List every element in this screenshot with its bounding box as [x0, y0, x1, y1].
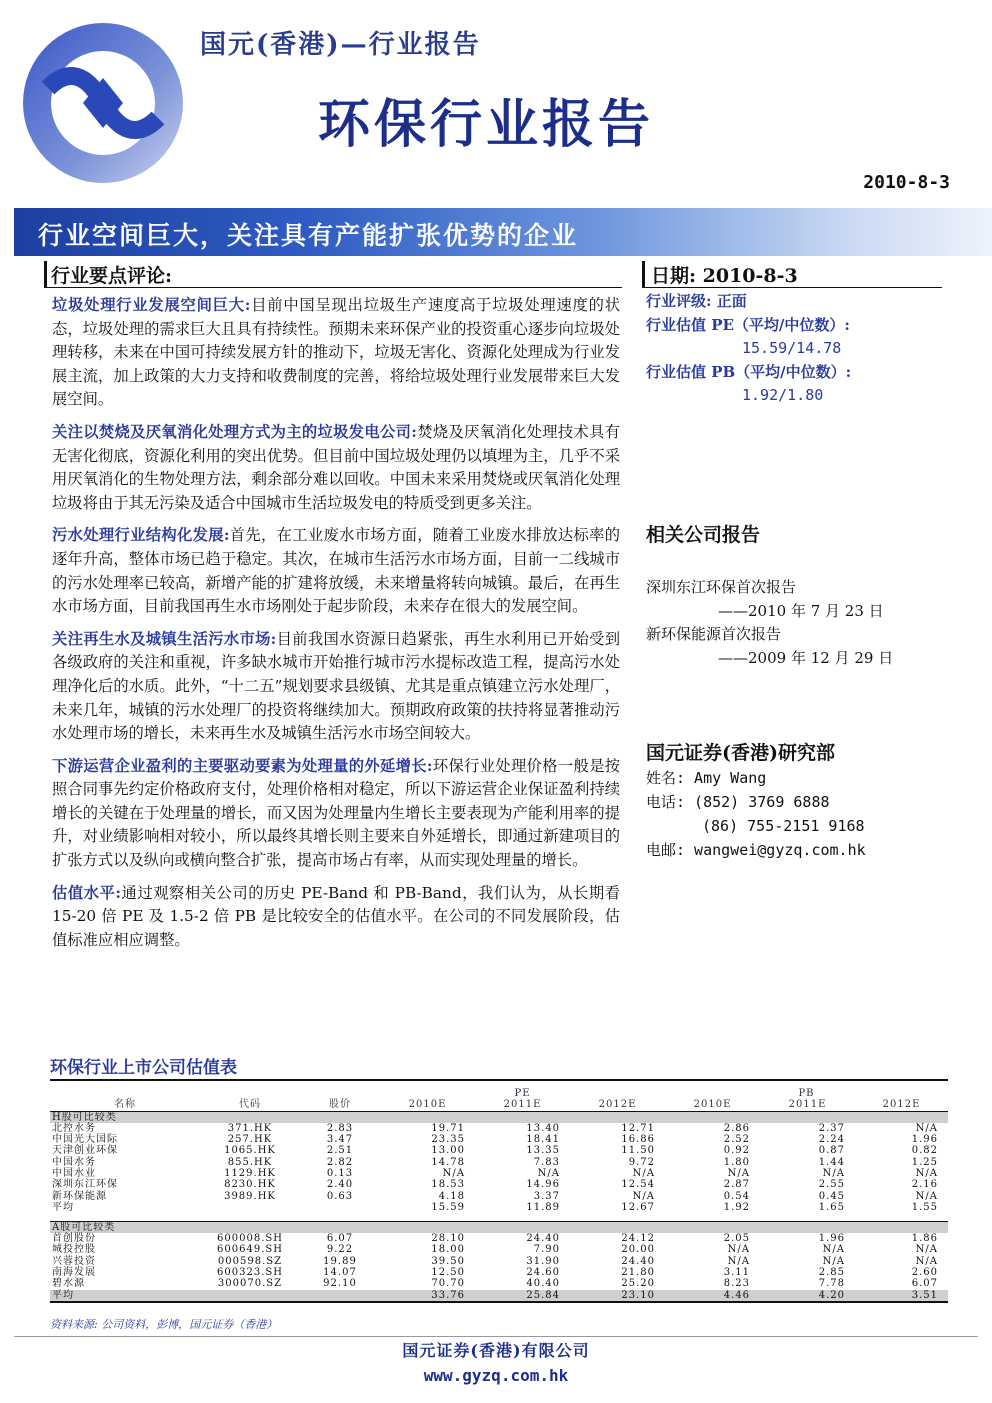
related-report-name: 深圳东江环保首次报告 — [646, 578, 797, 596]
table-cell: 中国水业 — [52, 1168, 96, 1180]
table-row — [50, 1278, 948, 1289]
column-header: 2011E — [475, 1099, 570, 1111]
table-cell: 600323.SH — [217, 1266, 283, 1278]
brand-title: 国元(香港)—行业报告 — [200, 30, 481, 60]
table-cell: 11.89 — [526, 1201, 560, 1213]
paragraph-text: 目前中国呈现出垃圾生产速度高于垃圾处理速度的状态，垃圾处理的需求巨大且具有持续性。预期未来环保产业的投资重心逐步向垃圾处理转移，未来在中国可持续发展方针的推动下，垃圾无害化、资源化处理成为行业发展主流，加上政策的大力支持和收费制度的完善，将给垃圾处理行业发展带来巨大发展空间。 — [52, 296, 620, 409]
table-header-row — [50, 1099, 948, 1111]
table-cell: 13.00 — [431, 1145, 465, 1157]
table-cell: 23.10 — [570, 1290, 665, 1302]
paragraph — [52, 524, 620, 618]
headline-text: 行业空间巨大，关注具有产能扩张优势的企业 — [38, 221, 579, 250]
table-cell: 18.53 — [431, 1179, 465, 1191]
company-logo — [18, 18, 188, 188]
table-cell: 16.86 — [621, 1134, 655, 1146]
table-cell: 15.59 — [431, 1201, 465, 1213]
table-cell: 7.83 — [533, 1156, 560, 1168]
table-cell — [200, 1202, 300, 1213]
table-row — [50, 1191, 948, 1202]
headline-banner — [14, 208, 992, 256]
table-cell: 1.96 — [818, 1233, 845, 1245]
column-header: 2010E — [665, 1099, 760, 1111]
table-row — [50, 1123, 948, 1134]
commentary-body — [52, 294, 620, 961]
footer-company: 国元证券(香港)有限公司 — [402, 1341, 590, 1360]
average-row — [50, 1290, 948, 1302]
table-cell: 2.24 — [818, 1134, 845, 1146]
pe-group-label: PE — [514, 1088, 531, 1099]
table-cell: 600008.SH — [217, 1233, 283, 1245]
table-cell: 92.10 — [323, 1278, 357, 1290]
table-cell: 平均 — [52, 1201, 74, 1213]
table-group-header — [50, 1088, 948, 1099]
pb-label: 行业估值 PB（平均/中位数）: — [646, 362, 852, 381]
table-row — [50, 1179, 948, 1190]
table-cell: N/A — [632, 1190, 655, 1202]
table-cell: 33.76 — [380, 1290, 475, 1302]
table-cell: 855.HK — [227, 1156, 273, 1168]
table-cell: 3.47 — [326, 1134, 354, 1146]
table-cell: N/A — [822, 1168, 845, 1180]
table-cell: 中国水务 — [52, 1156, 96, 1168]
table-cell: 2.55 — [818, 1179, 845, 1191]
industry-rating: 行业评级: 正面 — [646, 292, 747, 310]
table-cell: 2.40 — [326, 1179, 354, 1191]
related-reports-list — [646, 576, 893, 670]
table-cell: N/A — [915, 1255, 938, 1267]
table-cell: 300070.SZ — [217, 1278, 283, 1290]
table-cell: N/A — [915, 1244, 938, 1256]
table-cell: 9.72 — [628, 1156, 655, 1168]
paragraph-keyword: 关注以焚烧及厌氧消化处理方式为主的垃圾发电公司: — [52, 422, 417, 441]
table-cell: 1.80 — [723, 1156, 750, 1168]
paragraph-keyword: 污水处理行业结构化发展: — [52, 526, 230, 545]
column-header: 2011E — [760, 1099, 855, 1111]
table-cell: 6.07 — [326, 1233, 354, 1245]
table-cell: 9.22 — [326, 1244, 354, 1256]
table-cell: 8.23 — [723, 1278, 750, 1290]
table-cell: 3.37 — [533, 1190, 560, 1202]
table-cell: 18.41 — [526, 1134, 560, 1146]
column-header: 股价 — [300, 1099, 380, 1111]
table-cell: 南海发展 — [52, 1266, 96, 1278]
table-cell: N/A — [632, 1168, 655, 1180]
pb-group-label: PB — [798, 1088, 815, 1099]
table-row — [50, 1267, 948, 1278]
report-date: 2010-8-3 — [863, 172, 950, 193]
table-cell: 600649.SH — [217, 1244, 283, 1256]
table-cell: 首创股份 — [52, 1233, 96, 1245]
table-cell: N/A — [822, 1244, 845, 1256]
related-report-date: ——2010 年 7 月 23 日 — [718, 601, 884, 620]
table-cell: 12.54 — [621, 1179, 655, 1191]
table-cell: 19.89 — [323, 1255, 357, 1267]
table-cell: 中国光大国际 — [52, 1134, 118, 1146]
table-cell: 257.HK — [227, 1134, 273, 1146]
column-header: 2012E — [855, 1099, 948, 1111]
table-cell: 8230.HK — [224, 1179, 276, 1191]
table-cell: 1.96 — [911, 1134, 938, 1146]
paragraph-keyword: 估值水平: — [52, 883, 121, 902]
paragraph-keyword: 下游运营企业盈利的主要驱动要素为处理量的外延增长: — [52, 756, 433, 775]
table-cell: 40.40 — [526, 1278, 560, 1290]
valuation-table — [50, 1088, 948, 1303]
contact-block — [646, 766, 866, 862]
table-cell: 13.35 — [526, 1145, 560, 1157]
table-cell: 2.52 — [723, 1134, 750, 1146]
group-label: A股可比较类 — [50, 1221, 948, 1233]
table-cell: 23.35 — [431, 1134, 465, 1146]
table-cell: 25.20 — [621, 1278, 655, 1290]
paragraph-text: 首先，在工业废水市场方面，随着工业废水排放达标率的逐年升高，整体市场已趋于稳定。其次，在城市生活污水市场方面，目前一二线城市的污水处理率已较高，新增产能的扩建将放缓，未来增量将转向城镇。最后，在再生水市场方面，目前我国再生水市场刚处于起步阶段，未来存在很大的发展空间。 — [52, 526, 620, 616]
commentary-heading: 行业要点评论: — [44, 261, 622, 288]
paragraph — [52, 755, 620, 873]
table-cell: 2.86 — [723, 1122, 750, 1134]
table-cell: 24.40 — [526, 1233, 560, 1245]
paragraph-keyword: 关注再生水及城镇生活污水市场: — [52, 629, 277, 648]
table-cell: 39.50 — [431, 1255, 465, 1267]
table-row — [50, 1145, 948, 1156]
table-cell: 11.50 — [621, 1145, 655, 1157]
table-cell: N/A — [727, 1168, 750, 1180]
table-cell: 2.85 — [818, 1266, 845, 1278]
table-cell: 碧水源 — [52, 1278, 85, 1290]
table-cell: 18.00 — [431, 1244, 465, 1256]
table-cell: 000598.SZ — [217, 1255, 283, 1267]
table-cell: 0.87 — [818, 1145, 845, 1157]
table-cell: N/A — [727, 1255, 750, 1267]
table-cell: 1.55 — [911, 1201, 938, 1213]
table-row — [50, 1168, 948, 1179]
phone-secondary: (86) 755-2151 9168 — [702, 817, 865, 835]
table-cell: 20.00 — [621, 1244, 655, 1256]
paragraph-keyword: 垃圾处理行业发展空间巨大: — [52, 296, 251, 314]
table-cell: 2.82 — [326, 1156, 354, 1168]
column-header: 代码 — [200, 1099, 300, 1111]
paragraph — [52, 882, 620, 953]
table-cell: 兴蓉投资 — [52, 1255, 96, 1267]
table-cell: 21.80 — [621, 1266, 655, 1278]
table-spacer — [50, 1213, 948, 1221]
table-cell: 6.07 — [911, 1278, 938, 1290]
table-cell: 3.11 — [723, 1266, 750, 1278]
paragraph — [52, 294, 620, 412]
table-cell: 1129.HK — [224, 1168, 276, 1180]
table-cell: 19.71 — [431, 1122, 465, 1134]
table-cell: 3.51 — [855, 1290, 948, 1302]
table-cell: 新环保能源 — [52, 1190, 107, 1202]
table-cell: 2.51 — [326, 1145, 354, 1157]
pe-label: 行业估值 PE（平均/中位数）: — [646, 315, 850, 334]
footer-divider — [14, 1336, 978, 1337]
table-cell: 7.90 — [533, 1244, 560, 1256]
table-cell: 12.67 — [621, 1201, 655, 1213]
table-cell: 2.05 — [723, 1233, 750, 1245]
date-heading: 日期: 2010-8-3 — [642, 261, 942, 288]
table-cell: 2.83 — [326, 1122, 354, 1134]
table-cell: 3989.HK — [224, 1190, 276, 1202]
column-header: 名称 — [50, 1099, 200, 1111]
table-cell: 4.20 — [760, 1290, 855, 1302]
related-report-date: ——2009 年 12 月 29 日 — [718, 648, 894, 667]
paragraph-text: 焚烧及厌氧消化处理技术具有无害化彻底，资源化利用的突出优势。但目前中国垃圾处理仍以填埋为主，几乎不采用厌氧消化的生物处理方法，剩余部分难以回收。中国未来采用焚烧或厌氧消化处理垃圾将由于其无污染及适合中国城市生活垃圾发电的特质受到更多关注。 — [52, 422, 620, 512]
paragraph — [52, 628, 620, 746]
group-row — [50, 1111, 948, 1123]
analyst-name: 姓名: Amy Wang — [646, 769, 767, 787]
table-cell: 371.HK — [227, 1122, 273, 1134]
table-cell: 1.86 — [911, 1233, 938, 1245]
table-cell: 70.70 — [431, 1278, 465, 1290]
table-cell: 14.78 — [431, 1156, 465, 1168]
table-cell: 深圳东江环保 — [52, 1179, 118, 1191]
table-cell: N/A — [537, 1168, 560, 1180]
column-header: 2012E — [570, 1099, 665, 1111]
group-row — [50, 1221, 948, 1233]
table-cell: 0.13 — [326, 1168, 354, 1180]
table-cell: N/A — [915, 1190, 938, 1202]
related-report-name: 新环保能源首次报告 — [646, 625, 782, 643]
column-header: 2010E — [380, 1099, 475, 1111]
table-cell: 1.44 — [818, 1156, 845, 1168]
pe-value: 15.59/14.78 — [742, 339, 842, 357]
table-cell: N/A — [822, 1255, 845, 1267]
table-cell: 14.07 — [323, 1266, 357, 1278]
table-cell: 7.78 — [818, 1278, 845, 1290]
table-cell: 0.92 — [723, 1145, 750, 1157]
group-label: H股可比较类 — [50, 1111, 948, 1123]
table-cell: 12.50 — [431, 1266, 465, 1278]
table-cell: 北控水务 — [52, 1122, 96, 1134]
table-cell: 天津创业环保 — [52, 1145, 118, 1157]
table-cell: 2.37 — [818, 1122, 845, 1134]
table-cell: 0.82 — [911, 1145, 938, 1157]
table-row — [50, 1157, 948, 1168]
rating-block — [646, 290, 946, 408]
table-cell: 12.71 — [621, 1122, 655, 1134]
table-cell: 0.54 — [723, 1190, 750, 1202]
table-cell: 城投控股 — [52, 1244, 96, 1256]
related-reports-title: 相关公司报告 — [646, 524, 761, 546]
table-cell: N/A — [915, 1122, 938, 1134]
table-row — [50, 1233, 948, 1244]
table-row — [50, 1134, 948, 1145]
average-row — [50, 1202, 948, 1213]
table-cell: 1.92 — [723, 1201, 750, 1213]
table-cell: 31.90 — [526, 1255, 560, 1267]
table-cell: 4.46 — [665, 1290, 760, 1302]
paragraph-text: 目前我国水资源日趋紧张，再生水利用已开始受到各级政府的关注和重视，许多缺水城市开始推行城市污水提标改造工程，提高污水处理净化后的水质。此外，“十二五”规划要求县级镇、尤其是重点镇建立污水处理厂，未来几年，城镇的污水处理厂的投资将继续加大。预期政府政策的扶持将显著推动污水处理市场的增长，未来再生水及城镇生活污水市场空间较大。 — [52, 629, 620, 743]
table-row — [50, 1244, 948, 1255]
paragraph-text: 环保行业处理价格一般是按照合同事先约定价格政府支付，处理价格相对稳定，所以下游运营企业保证盈利持续增长的关键在于处理量的增长，而又因为处理量内生增长主要表现为产能利用率的提升，对业绩影响相对较小，所以最终其增长则主要来自外延增长，即通过新建项目的扩张方式以及纵向或横向整合扩张，提高市场占有率，从而实现处理量的增长。 — [52, 756, 620, 870]
table-cell: 2.16 — [911, 1179, 938, 1191]
table-cell: 4.18 — [438, 1190, 465, 1202]
table-cell: 24.60 — [526, 1266, 560, 1278]
table-cell: 24.40 — [621, 1255, 655, 1267]
table-row — [50, 1256, 948, 1267]
table-cell: 28.10 — [431, 1233, 465, 1245]
table-cell: 0.45 — [818, 1190, 845, 1202]
table-cell: 0.63 — [326, 1190, 354, 1202]
footer-website[interactable]: www.gyzq.com.hk — [423, 1366, 569, 1385]
table-cell: 14.96 — [526, 1179, 560, 1191]
table-cell: 2.60 — [911, 1266, 938, 1278]
email: 电邮: wangwei@gyzq.com.hk — [646, 841, 866, 859]
research-dept: 国元证券(香港)研究部 — [646, 742, 835, 764]
table-cell: N/A — [727, 1244, 750, 1256]
table-cell: 13.40 — [526, 1122, 560, 1134]
table-cell: 24.12 — [621, 1233, 655, 1245]
pb-value: 1.92/1.80 — [742, 386, 824, 404]
data-source: 资料来源: 公司资料，彭博，国元证券（香港） — [50, 1318, 278, 1331]
table-cell: 25.84 — [475, 1290, 570, 1302]
paragraph — [52, 421, 620, 515]
report-title: 环保行业报告 — [318, 94, 655, 155]
valuation-table-title: 环保行业上市公司估值表 — [50, 1053, 948, 1081]
table-cell: N/A — [915, 1168, 938, 1180]
table-cell: 1065.HK — [224, 1145, 276, 1157]
table-cell — [200, 1290, 300, 1302]
table-cell: 2.87 — [723, 1179, 750, 1191]
phone-primary: 电话: (852) 3769 6888 — [646, 793, 830, 811]
table-cell: 平均 — [50, 1290, 200, 1302]
table-cell — [300, 1202, 380, 1213]
table-cell: N/A — [442, 1168, 465, 1180]
table-cell — [300, 1290, 380, 1302]
paragraph-text: 通过观察相关公司的历史 PE-Band 和 PB-Band，我们认为，从长期看 15-20 倍 PE 及 1.5-2 倍 PB 是比较安全的估值水平。在公司的不同发展阶段，估值标准应相应调整。 — [52, 883, 621, 949]
table-cell: 1.65 — [818, 1201, 845, 1213]
table-cell: 1.25 — [911, 1156, 938, 1168]
